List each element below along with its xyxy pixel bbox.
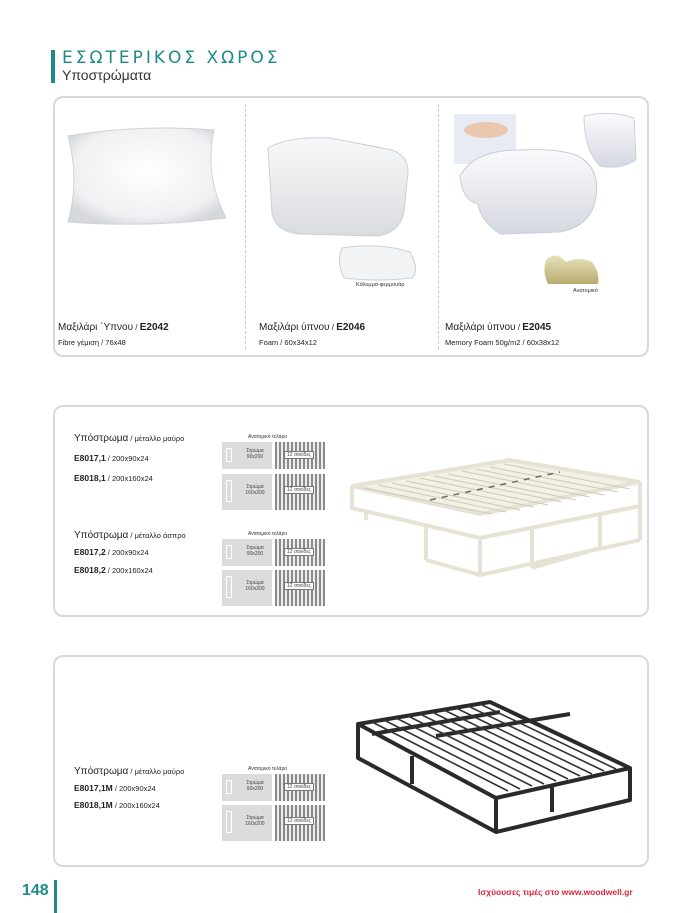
anatomical-frame-label: Ανατομικό τελάρο [248, 531, 288, 537]
product-name: Υπόστρωμα / μέταλλο μαύρο [74, 433, 185, 444]
mattress-diagram [222, 539, 272, 566]
mattress-label: Στρώμα [246, 815, 264, 821]
slats-diagram [275, 774, 325, 801]
footer-accent-bar [54, 880, 57, 913]
slat-diagram [222, 774, 325, 801]
mattress-size: 90x200 [246, 551, 264, 557]
mattress-diagram [222, 805, 272, 841]
mattress-label: Στρώμα [246, 448, 264, 454]
anatomical-caption: Ανατομικό [573, 288, 598, 294]
mattress-diagram [222, 442, 272, 469]
mattress-size: 160x200 [245, 821, 265, 827]
slats-label: 12 σανίδες [284, 548, 314, 556]
page-subtitle: Υποστρώματα [62, 67, 152, 83]
slats-diagram [275, 570, 325, 606]
mattress-label: Στρώμα [246, 580, 264, 586]
slats-diagram [275, 442, 325, 469]
product-code: E8018,1M / 200x160x24 [74, 800, 160, 810]
product-code: E8017,1 / 200x90x24 [74, 453, 149, 463]
mattress-diagram [222, 774, 272, 801]
column-divider [245, 104, 246, 349]
product-code: E8018,2 / 200x160x24 [74, 565, 153, 575]
slat-diagram [222, 539, 325, 566]
product-name: Υπόστρωμα / μέταλλο άσπρο [74, 530, 186, 541]
product-name: Μαξιλάρι ύπνου / E2045 [445, 322, 552, 333]
product-name: Μαξιλάρι ΄Υπνου / E2042 [58, 322, 169, 333]
slats-label: 12 σανίδες [284, 451, 314, 459]
anatomical-frame-label: Ανατομικό τελάρο [248, 434, 288, 440]
mattress-size: 160x200 [245, 586, 265, 592]
slat-diagram [222, 442, 325, 469]
product-name: Μαξιλάρι ύπνου / E2046 [259, 322, 366, 333]
mattress-label: Στρώμα [246, 484, 264, 490]
mattress-label: Στρώμα [246, 780, 264, 786]
slats-diagram [275, 805, 325, 841]
product-code: E8017,2 / 200x90x24 [74, 547, 149, 557]
mattress-diagram [222, 474, 272, 510]
mattress-size: 90x200 [246, 454, 264, 460]
header-accent-bar [51, 50, 55, 83]
product-description: Memory Foam 50g/m2 / 60x38x12 [445, 338, 560, 347]
slat-diagram [222, 474, 325, 510]
slats-label: 12 σανίδες [284, 486, 314, 494]
mattress-size: 90x200 [246, 786, 264, 792]
product-description: Fibre γέμιση / 76x48 [58, 338, 126, 347]
mattress-label: Στρώμα [246, 545, 264, 551]
slats-label: 12 σανίδες [284, 582, 314, 590]
product-name: Υπόστρωμα / μέταλλο μαύρο [74, 766, 185, 777]
slat-diagram [222, 805, 325, 841]
mattress-diagram [222, 570, 272, 606]
footer-link[interactable]: Ισχύουσες τιμές στο www.woodwell.gr [478, 887, 633, 897]
black-bed-base-card [53, 655, 649, 867]
anatomical-frame-label: Ανατομικό τελάρο [248, 766, 288, 772]
product-description: Foam / 60x34x12 [259, 338, 317, 347]
slat-diagram [222, 570, 325, 606]
product-code: E8017,1M / 200x90x24 [74, 783, 156, 793]
column-divider [438, 104, 439, 349]
pillows-card [53, 96, 649, 357]
page-title: ΕΣΩΤΕΡΙΚΟΣ ΧΩΡΟΣ [62, 48, 281, 68]
slats-label: 12 σανίδες [284, 783, 314, 791]
slats-label: 12 σανίδες [284, 817, 314, 825]
zipper-cover-caption: Κάλυμμα-φερμουάρ [356, 282, 405, 288]
page-number: 148 [22, 882, 49, 899]
slats-diagram [275, 539, 325, 566]
slats-diagram [275, 474, 325, 510]
mattress-size: 160x200 [245, 490, 265, 496]
product-code: E8018,1 / 200x160x24 [74, 473, 153, 483]
